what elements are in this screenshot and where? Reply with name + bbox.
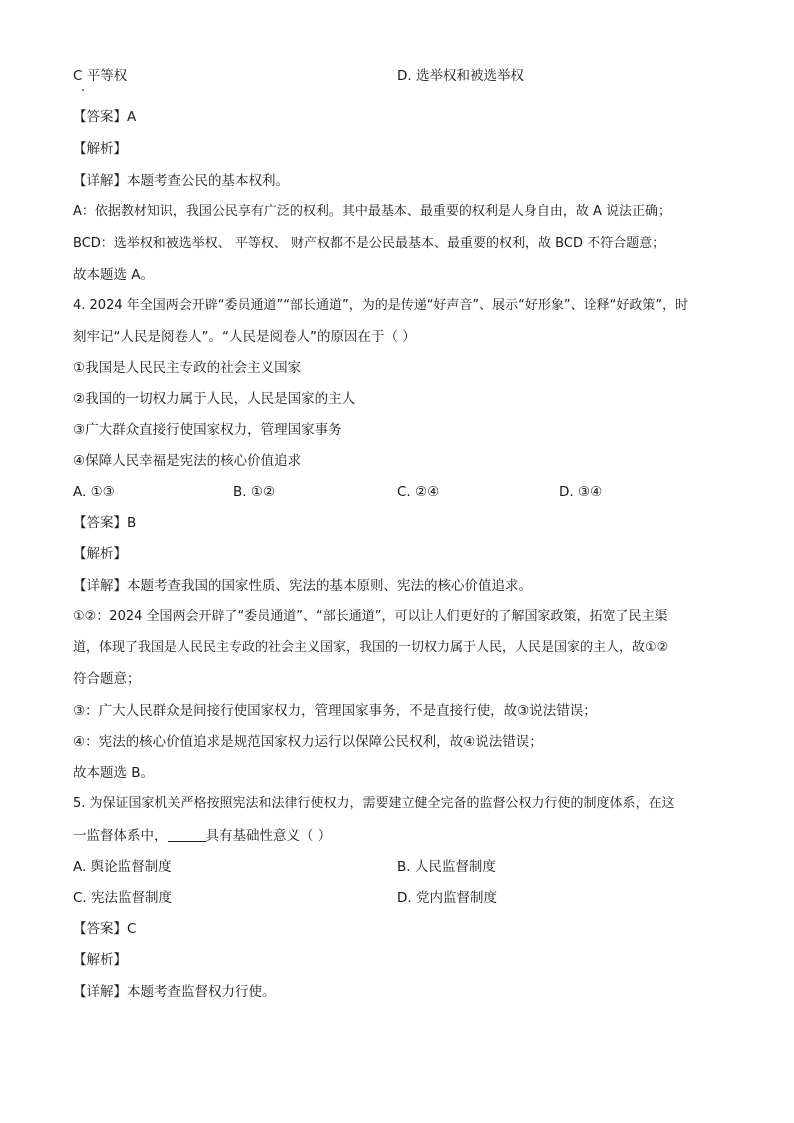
q4-statement-2: ②我国的一切权力属于人民，人民是国家的主人 bbox=[73, 391, 356, 407]
q4-stem-line-1: 4. 2024 年全国两会开辟“委员通道”“部长通道”，为的是传递“好声音”、展示“好形象”、诠释“好政策”，时 bbox=[73, 298, 689, 313]
q5-option-c: C. 宪法监督制度 bbox=[73, 890, 173, 906]
q3-option-c: C 平等权 bbox=[73, 68, 128, 84]
q4-explain-12-line-3: 符合题意； bbox=[73, 671, 141, 687]
q5-detail: 【详解】本题考查监督权力行使。 bbox=[73, 984, 276, 1000]
q5-stem-prefix: 一监督体系中， bbox=[73, 828, 168, 844]
q4-option-c: C. ②④ bbox=[397, 484, 440, 500]
q3-conclusion: 故本题选 A。 bbox=[73, 267, 155, 283]
q3-detail: 【详解】本题考查公民的基本权利。 bbox=[73, 173, 289, 189]
q4-answer: 【答案】B bbox=[73, 515, 137, 531]
stray-dot bbox=[82, 89, 84, 91]
q4-analysis-label: 【解析】 bbox=[73, 546, 127, 562]
q4-statement-1: ①我国是人民民主专政的社会主义国家 bbox=[73, 360, 302, 376]
q4-option-b: B. ①② bbox=[233, 484, 276, 500]
q4-statement-4: ④保障人民幸福是宪法的核心价值追求 bbox=[73, 453, 302, 469]
q5-answer: 【答案】C bbox=[73, 921, 137, 937]
q4-explain-3: ③：广大人民群众是间接行使国家权力，管理国家事务，不是直接行使，故③说法错误； bbox=[73, 703, 597, 719]
q5-stem-line-1: 5. 为保证国家机关严格按照宪法和法律行使权力，需要建立健全完备的监督公权力行使的制度体系，在这 bbox=[73, 796, 675, 811]
q5-analysis-label: 【解析】 bbox=[73, 952, 127, 968]
q5-option-a: A. 舆论监督制度 bbox=[73, 859, 172, 875]
q3-analysis-label: 【解析】 bbox=[73, 141, 127, 157]
q5-stem-line-2 bbox=[73, 826, 331, 846]
q3-explain-bcd: BCD：选举权和被选举权、 平等权、 财产权都不是公民最基本、最重要的权利，故 BCD 不符合题意； bbox=[73, 236, 666, 251]
q4-detail: 【详解】本题考查我国的国家性质、宪法的基本原则、宪法的核心价值追求。 bbox=[73, 578, 532, 594]
q4-conclusion: 故本题选 B。 bbox=[73, 765, 155, 781]
q4-explain-12-line-1: ①②：2024 全国两会开辟了“委员通道”、“部长通道”，可以让人们更好的了解国家政策，拓宽了民主渠 bbox=[73, 609, 668, 624]
q5-blank bbox=[168, 827, 206, 842]
q4-explain-12-line-2: 道，体现了我国是人民民主专政的社会主义国家，我国的一切权力属于人民，人民是国家的主人，故①② bbox=[73, 640, 669, 655]
q4-option-a: A. ①③ bbox=[73, 484, 115, 500]
q3-option-d: D. 选举权和被选举权 bbox=[397, 68, 524, 84]
q4-statement-3: ③广大群众直接行使国家权力，管理国家事务 bbox=[73, 422, 342, 438]
q4-explain-4: ④：宪法的核心价值追求是规范国家权力运行以保障公民权利，故④说法错误； bbox=[73, 734, 543, 750]
q5-option-d: D. 党内监督制度 bbox=[397, 890, 497, 906]
q4-stem-line-2: 刻牢记“人民是阅卷人”。“人民是阅卷人”的原因在于（ ） bbox=[73, 329, 416, 345]
q3-answer: 【答案】A bbox=[73, 109, 137, 125]
q5-option-b: B. 人民监督制度 bbox=[397, 859, 496, 875]
q5-stem-suffix: 具有基础性意义（ ） bbox=[205, 828, 332, 844]
q4-option-d: D. ③④ bbox=[559, 484, 603, 500]
q3-explain-a: A：依据教材知识，我国公民享有广泛的权利。其中最基本、最重要的权利是人身自由，故 A 说法正确； bbox=[73, 204, 672, 219]
